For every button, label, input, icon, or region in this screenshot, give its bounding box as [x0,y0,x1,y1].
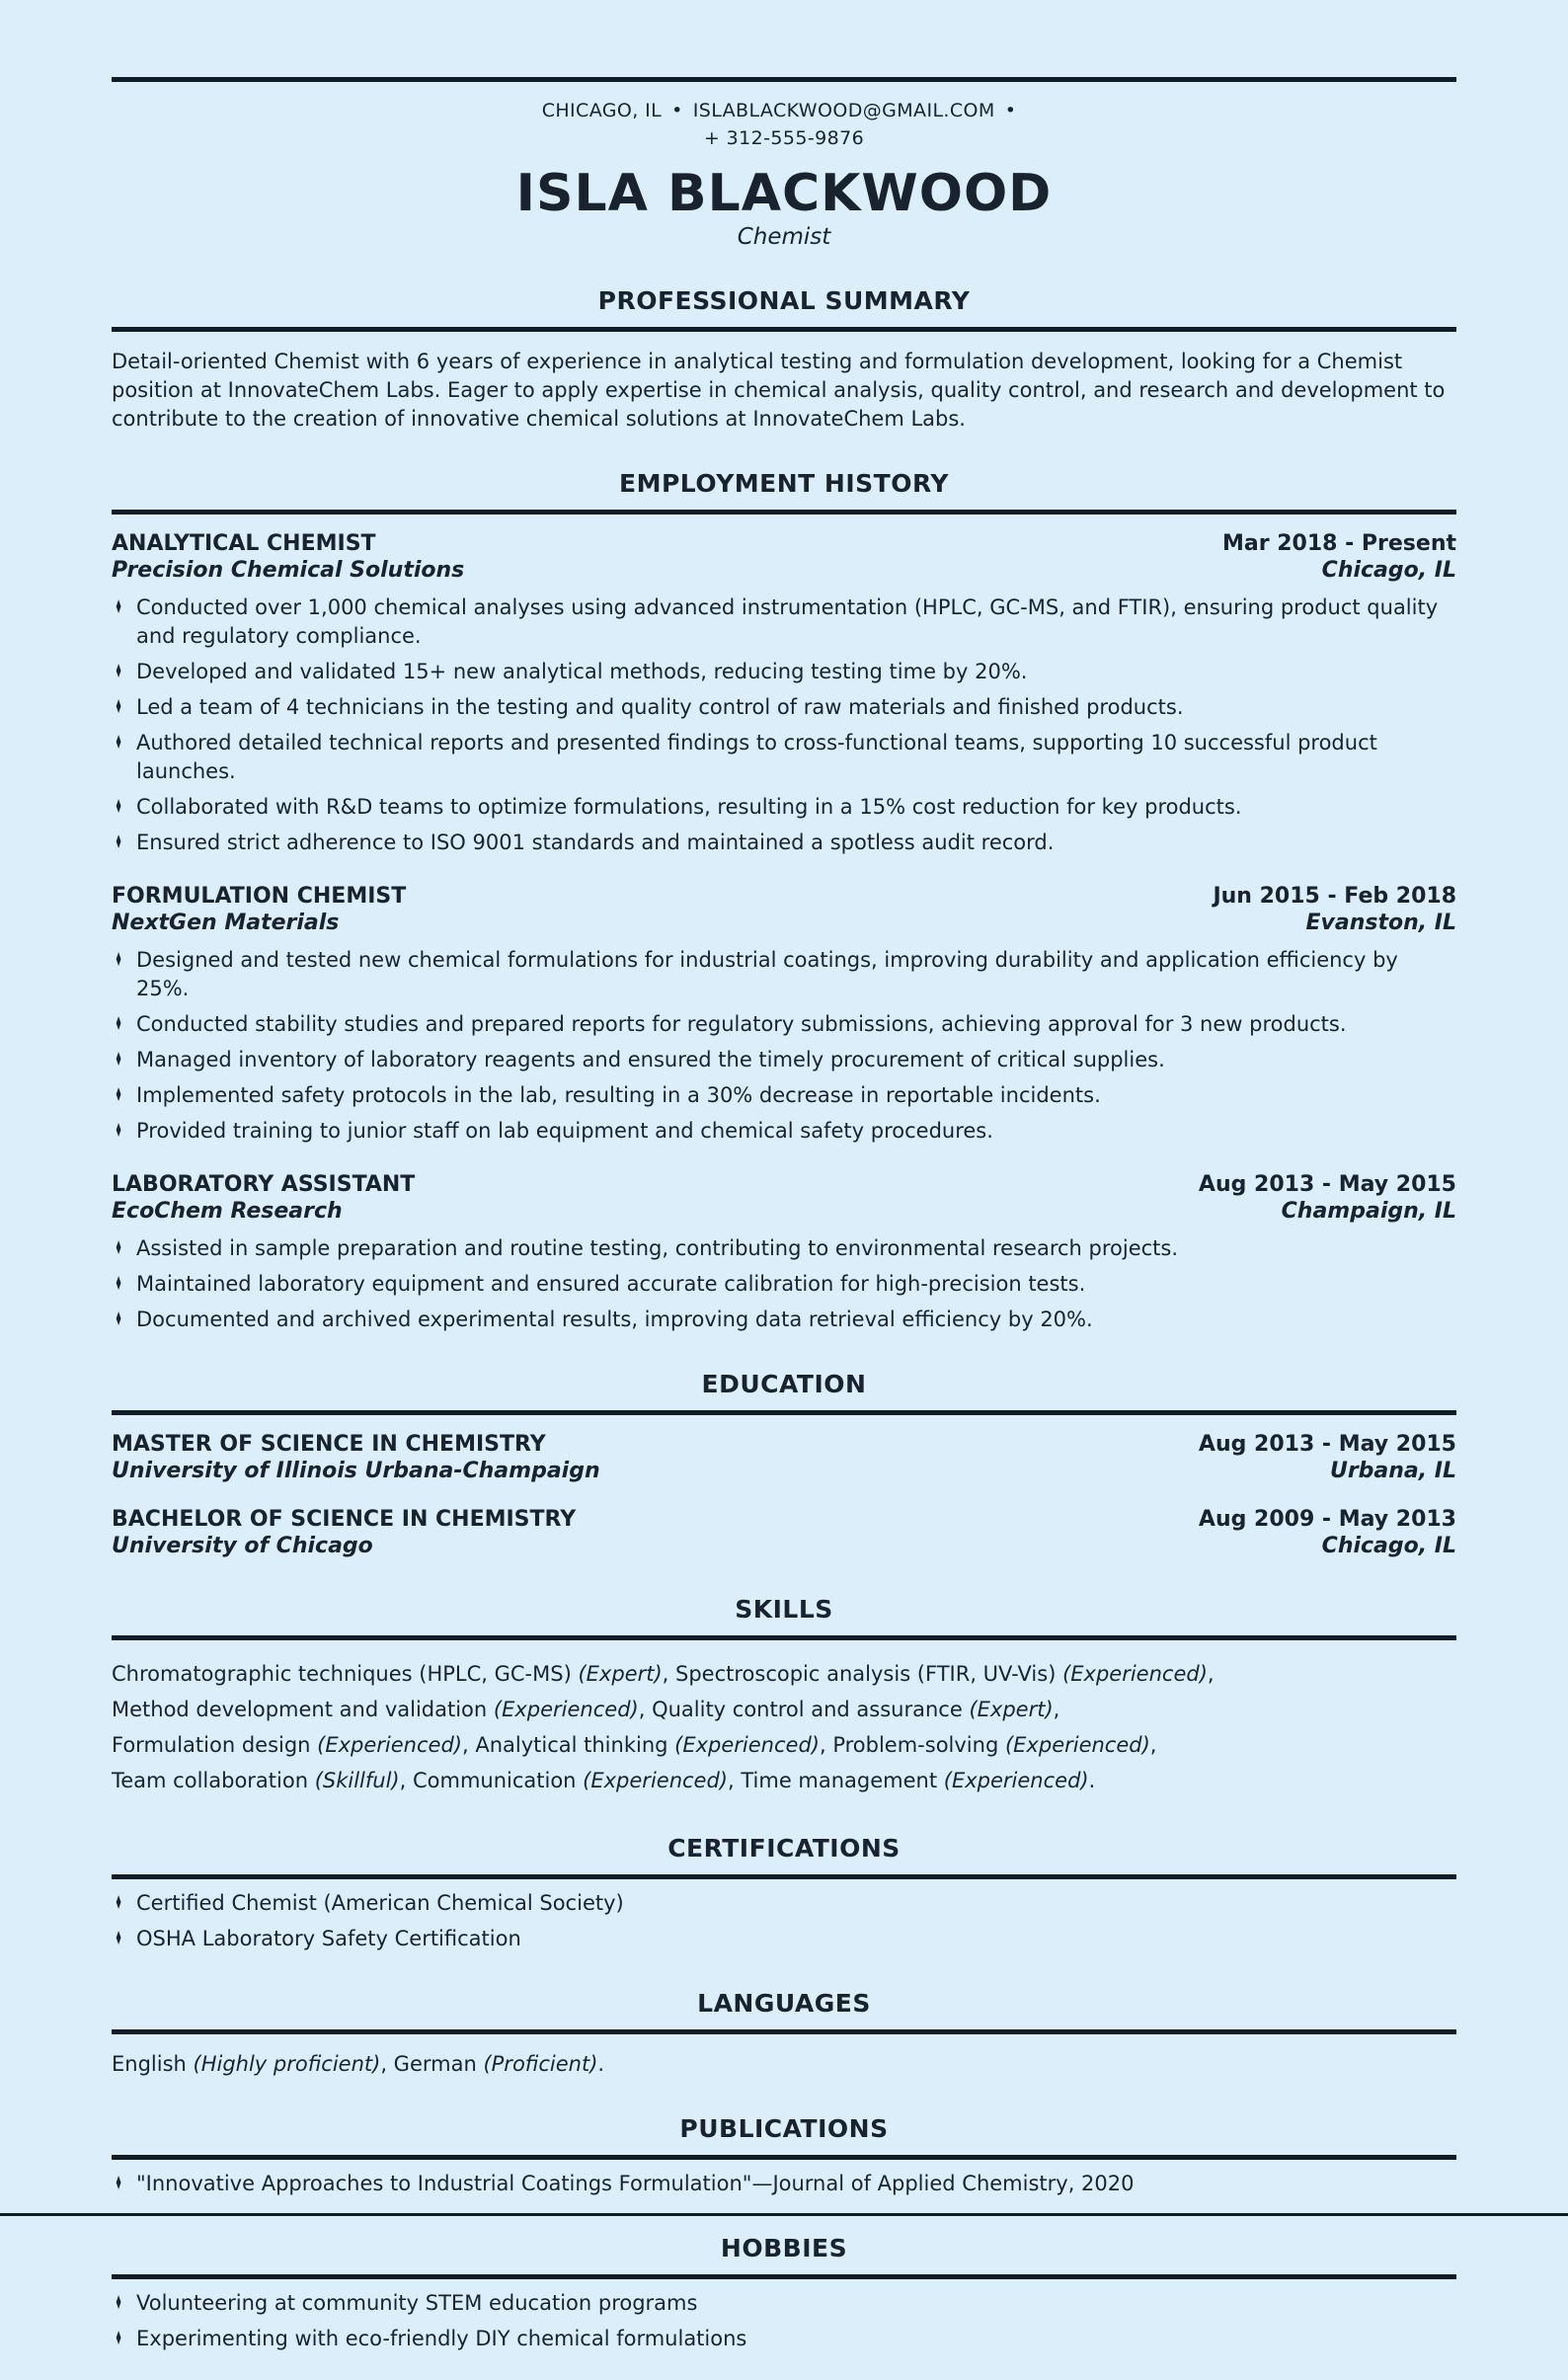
list-item [112,1889,1456,1918]
bullet-text: Conducted stability studies and prepared reports for regulatory submissions, achieving approval for 3 new products. [136,1012,1347,1036]
diamond-bullet-icon: ♦ [115,2292,122,2314]
section-rule [112,1874,1456,1879]
list-item [112,946,1456,1003]
section-skills [112,1595,1456,1798]
skill-level: (Skillful) [314,1769,400,1792]
degree-dates: Aug 2009 - May 2013 [1198,1507,1456,1532]
list-item [112,1081,1456,1110]
bullet-text: Maintained laboratory equipment and ensured accurate calibration for high-precision tests. [136,1272,1086,1296]
contact-line-2 [112,124,1456,152]
skill-name: Team collaboration [112,1769,315,1792]
contact-location: CHICAGO, IL [541,100,663,121]
diamond-bullet-icon: ♦ [115,1309,122,1330]
diamond-bullet-icon: ♦ [115,1928,122,1949]
list-item [112,793,1456,822]
diamond-bullet-icon: ♦ [115,732,122,754]
skill-separator: , [1053,1698,1060,1721]
job-company-row [112,910,1456,936]
language-separator: . [597,2052,605,2076]
list-item [112,1234,1456,1263]
job-bullet-list [112,594,1456,857]
job-title: FORMULATION CHEMIST [112,884,407,909]
section-heading: SKILLS [735,1595,833,1624]
hobbies-list [112,2289,1456,2353]
list-item [112,658,1456,686]
section-rule [112,2029,1456,2034]
list-item [112,2289,1456,2318]
job-bullet-list [112,1234,1456,1334]
job-entry [112,883,1456,1146]
list-item [112,1046,1456,1074]
bullet-separator-icon: • [1004,100,1017,121]
skill-name: , Quality control and assurance [638,1698,970,1721]
diamond-bullet-icon: ♦ [115,596,122,618]
job-title-row [112,1171,1456,1198]
bullet-text: Provided training to junior staff on lab equipment and chemical safety procedures. [136,1119,993,1143]
section-employment-history [112,469,1456,1334]
section-heading: LANGUAGES [697,1989,871,2018]
education-entry [112,1431,1456,1484]
diamond-bullet-icon: ♦ [115,1273,122,1295]
job-company-row [112,557,1456,584]
skill-name: Formulation design [112,1733,318,1757]
publication-text: "Innovative Approaches to Industrial Coatings Formulation"—Journal of Applied Chemistry, 2020 [136,2172,1135,2195]
bullet-text: Ensured strict adherence to ISO 9001 standards and maintained a spotless audit record. [136,831,1055,854]
diamond-bullet-icon: ♦ [115,1120,122,1142]
language-name: , German [380,2052,484,2076]
degree-row [112,1431,1456,1458]
diamond-bullet-icon: ♦ [115,949,122,971]
languages-line [112,2050,1456,2079]
list-item [112,2325,1456,2353]
skills-line [112,1692,1456,1727]
contact-phone: + 312-555-9876 [703,127,865,149]
school-row [112,1533,1456,1559]
skill-name: , Communication [399,1769,584,1792]
section-rule [112,510,1456,515]
job-dates: Aug 2013 - May 2015 [1198,1172,1456,1197]
diamond-bullet-icon: ♦ [115,1237,122,1259]
job-title-row [112,530,1456,557]
school-location: Chicago, IL [1321,1534,1456,1558]
skill-level: (Expert) [578,1662,663,1686]
skill-name: Chromatographic techniques (HPLC, GC-MS) [112,1662,579,1686]
skill-name: Method development and validation [112,1698,494,1721]
hobby-text: Experimenting with eco-friendly DIY chemical formulations [136,2327,747,2350]
school-row [112,1458,1456,1484]
job-entry [112,1171,1456,1334]
bullet-text: Collaborated with R&D teams to optimize formulations, resulting in a 15% cost reduction for key products. [136,795,1242,819]
job-dates: Jun 2015 - Feb 2018 [1213,884,1456,909]
diamond-bullet-icon: ♦ [115,661,122,682]
skills-line [112,1727,1456,1763]
list-item [112,1306,1456,1334]
section-heading: PROFESSIONAL SUMMARY [597,286,971,315]
job-title: LABORATORY ASSISTANT [112,1172,416,1197]
candidate-job-title: Chemist [737,224,831,250]
bullet-text: Developed and validated 15+ new analytical methods, reducing testing time by 20%. [136,660,1028,683]
job-entry [112,530,1456,857]
diamond-bullet-icon: ♦ [115,2173,122,2194]
skill-level: (Experienced) [493,1698,639,1721]
hobby-text: Volunteering at community STEM education programs [136,2291,698,2315]
publications-list [112,2170,1456,2198]
section-heading: PUBLICATIONS [679,2114,889,2143]
language-level: (Highly proficient) [193,2052,381,2076]
diamond-bullet-icon: ♦ [115,1049,122,1071]
summary-text: Detail-oriented Chemist with 6 years of experience in analytical testing and formulation development, looking for a Chemist position at InnovateChem Labs. Eager to apply expertise in chemical analysis, quality control, and research and development to contribute to the creation of innovative chemical solutions at InnovateChem Labs. [112,350,1446,431]
diamond-bullet-icon: ♦ [115,1892,122,1914]
bullet-text: Led a team of 4 technicians in the testing and quality control of raw materials and finished products. [136,695,1184,719]
job-company: NextGen Materials [112,911,340,935]
job-location: Champaign, IL [1281,1199,1456,1224]
section-certifications [112,1834,1456,1953]
certifications-list [112,1889,1456,1953]
skill-level: (Experienced) [943,1769,1089,1792]
bullet-separator-icon: • [671,100,683,121]
skill-name: , Analytical thinking [461,1733,675,1757]
skills-line [112,1656,1456,1692]
resume-header [112,97,1456,251]
section-publications [112,2114,1456,2198]
certification-text: Certified Chemist (American Chemical Society) [136,1891,624,1915]
skill-level: (Experienced) [1004,1733,1150,1757]
job-company: EcoChem Research [112,1199,343,1224]
job-location: Evanston, IL [1305,911,1456,935]
section-rule [112,1635,1456,1640]
job-title-row [112,883,1456,910]
list-item [112,1010,1456,1039]
job-location: Chicago, IL [1321,558,1456,583]
bullet-text: Managed inventory of laboratory reagents and ensured the timely procurement of critical supplies. [136,1048,1165,1071]
language-level: (Proficient) [483,2052,598,2076]
diamond-bullet-icon: ♦ [115,696,122,718]
bullet-text: Designed and tested new chemical formulations for industrial coatings, improving durability and application efficiency by 25%. [136,948,1398,1000]
section-heading: CERTIFICATIONS [667,1834,901,1863]
list-item [112,594,1456,651]
school-name: University of Chicago [112,1534,373,1558]
section-professional-summary [112,286,1456,434]
bullet-text: Authored detailed technical reports and presented findings to cross-functional teams, supporting 10 successful product launches. [136,731,1377,783]
bullet-text: Documented and archived experimental results, improving data retrieval efficiency by 20%. [136,1308,1093,1331]
list-item [112,1117,1456,1146]
skills-body [112,1656,1456,1798]
school-name: University of Illinois Urbana-Champaign [112,1459,600,1483]
list-item [112,1270,1456,1299]
list-item [112,693,1456,722]
list-item [112,829,1456,857]
list-item [112,2170,1456,2198]
top-rule [112,77,1456,82]
skills-line [112,1763,1456,1798]
contact-line-1 [112,97,1456,124]
section-rule [112,1410,1456,1415]
section-education [112,1370,1456,1559]
certification-text: OSHA Laboratory Safety Certification [136,1927,521,1950]
diamond-bullet-icon: ♦ [115,1084,122,1106]
skill-name: , Problem-solving [819,1733,1005,1757]
skill-separator: . [1088,1769,1096,1792]
skill-level: (Experienced) [317,1733,462,1757]
bullet-text: Assisted in sample preparation and routine testing, contributing to environmental research projects. [136,1236,1179,1260]
skill-name: , Spectroscopic analysis (FTIR, UV-Vis) [662,1662,1063,1686]
job-company: Precision Chemical Solutions [112,558,465,583]
job-dates: Mar 2018 - Present [1221,531,1456,556]
list-item [112,729,1456,786]
job-bullet-list [112,946,1456,1146]
diamond-bullet-icon: ♦ [115,832,122,853]
degree-title: MASTER OF SCIENCE IN CHEMISTRY [112,1432,546,1457]
section-heading: EMPLOYMENT HISTORY [619,469,949,498]
diamond-bullet-icon: ♦ [115,796,122,818]
diamond-bullet-icon: ♦ [115,2328,122,2349]
section-rule [112,2274,1456,2279]
degree-title: BACHELOR OF SCIENCE IN CHEMISTRY [112,1507,577,1532]
section-hobbies [112,2234,1456,2353]
job-company-row [112,1198,1456,1225]
bullet-text: Implemented safety protocols in the lab, resulting in a 30% decrease in reportable incidents. [136,1083,1101,1107]
skill-level: (Experienced) [583,1769,728,1792]
degree-row [112,1506,1456,1533]
contact-info [112,97,1456,152]
education-entry [112,1506,1456,1559]
section-heading: HOBBIES [720,2234,848,2262]
job-title: ANALYTICAL CHEMIST [112,531,376,556]
bullet-text: Conducted over 1,000 chemical analyses using advanced instrumentation (HPLC, GC-MS, and FTIR), ensuring product quality and regulatory compliance. [136,595,1439,648]
section-rule [112,2155,1456,2160]
skill-level: (Experienced) [1062,1662,1208,1686]
section-languages [112,1989,1456,2079]
skill-separator: , [1149,1733,1157,1757]
section-heading: EDUCATION [701,1370,867,1398]
list-item [112,1925,1456,1953]
language-name: English [112,2052,194,2076]
skill-level: (Expert) [969,1698,1054,1721]
section-rule [112,327,1456,332]
skill-separator: , [1207,1662,1215,1686]
degree-dates: Aug 2013 - May 2015 [1198,1432,1456,1457]
contact-email: ISLABLACKWOOD@GMAIL.COM [692,100,995,121]
school-location: Urbana, IL [1329,1459,1456,1483]
diamond-bullet-icon: ♦ [115,1013,122,1035]
skill-level: (Experienced) [674,1733,820,1757]
candidate-name: ISLA BLACKWOOD [515,164,1053,223]
skill-name: , Time management [728,1769,944,1792]
